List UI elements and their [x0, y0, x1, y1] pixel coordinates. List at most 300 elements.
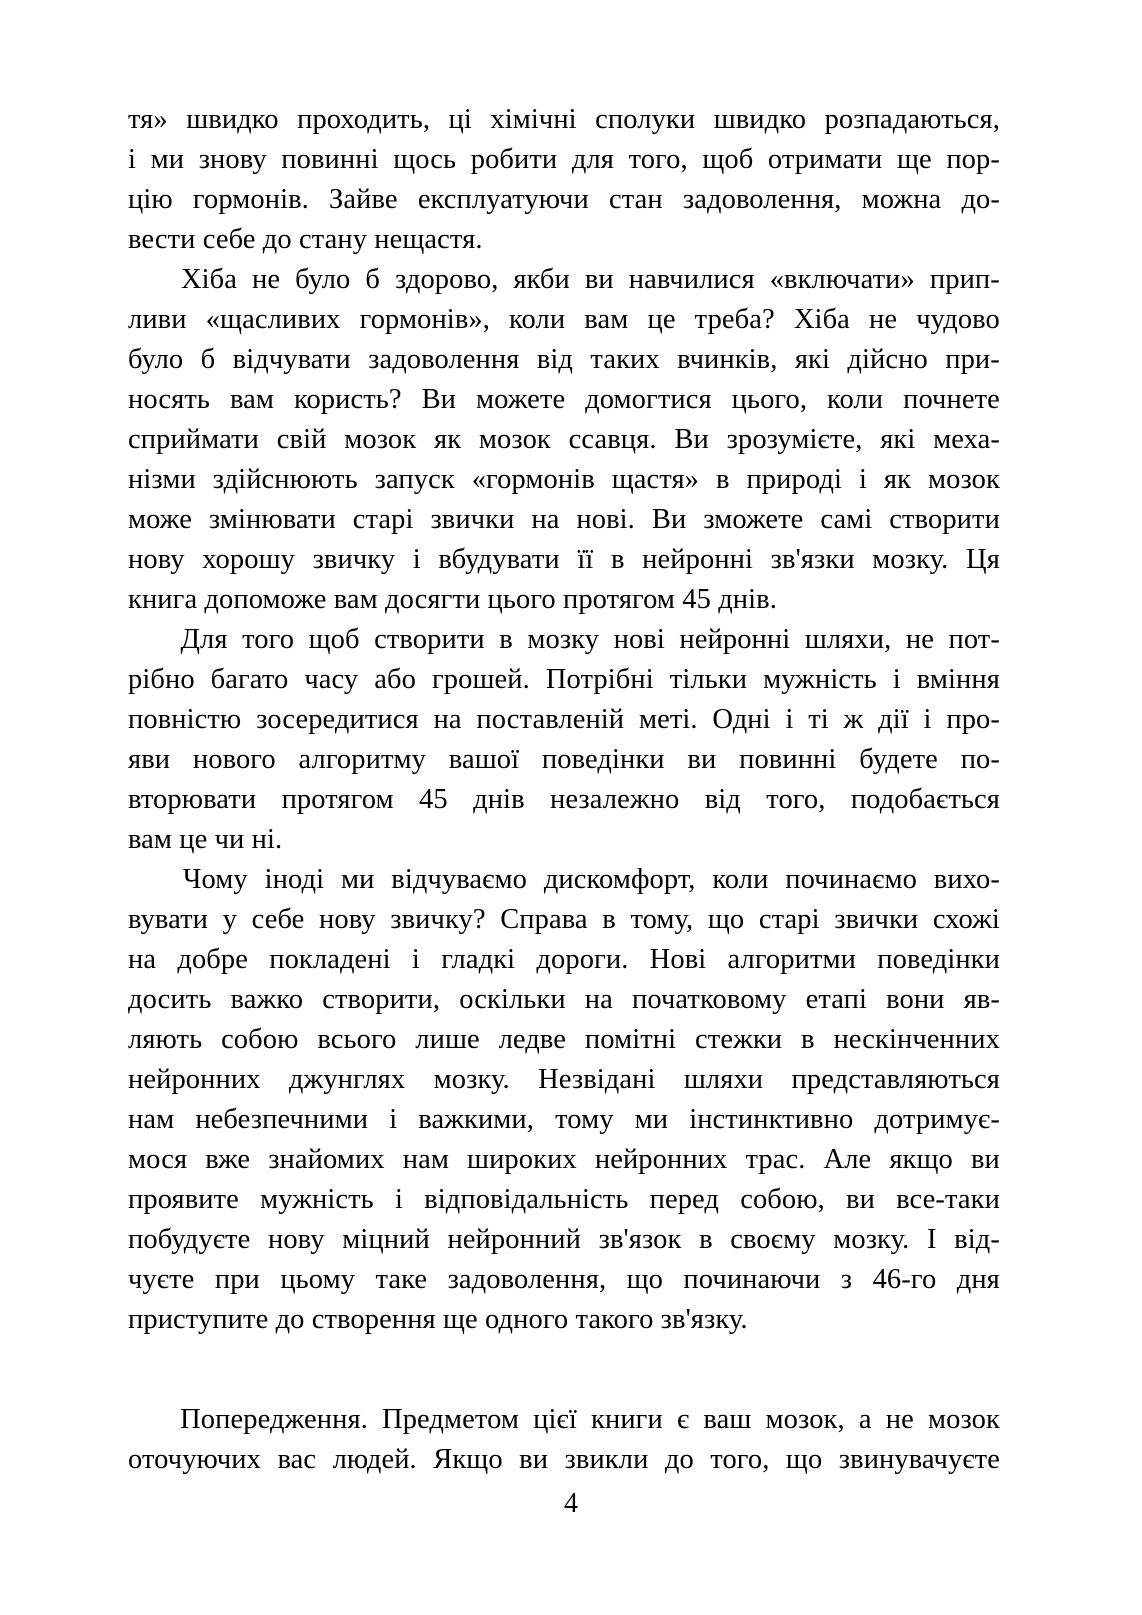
- text-line: [128, 900, 1000, 940]
- word: схожі: [932, 904, 1000, 935]
- word: нейронних: [594, 1144, 728, 1175]
- word: таке: [375, 1264, 428, 1295]
- word: в: [715, 464, 730, 495]
- word: поведінки: [541, 744, 665, 775]
- word: чудово: [916, 304, 1000, 335]
- word: ви: [970, 1144, 1000, 1175]
- line-text: книга допоможе вам досягти цього протягом 45 днів.: [128, 584, 777, 615]
- word: мозку.: [833, 1224, 910, 1255]
- word: інстинктивно: [689, 1104, 854, 1135]
- word: якщо: [889, 1144, 953, 1175]
- word: Але: [823, 1144, 872, 1175]
- word: носять: [128, 384, 211, 415]
- word: нові: [613, 624, 665, 655]
- word: домогтися: [585, 384, 712, 415]
- word: знову: [198, 144, 267, 175]
- word: ті: [808, 704, 829, 735]
- word: старі: [352, 504, 414, 535]
- word: що: [707, 904, 745, 935]
- text-line: [128, 1180, 1000, 1220]
- word: Зайве: [329, 184, 398, 215]
- word: Одні: [712, 704, 771, 735]
- word: тільки: [669, 664, 748, 695]
- word: мужність: [763, 664, 877, 695]
- text-line: [128, 820, 1000, 860]
- word: які: [794, 344, 831, 375]
- word: Ця: [966, 544, 1000, 575]
- word: швидко: [713, 104, 807, 135]
- word: проходить,: [297, 104, 431, 135]
- word: в: [801, 1024, 815, 1055]
- word: створити: [374, 624, 485, 655]
- word: пот-: [948, 624, 1000, 655]
- word: ваш: [703, 1404, 752, 1435]
- word: звичку: [312, 544, 396, 575]
- word: робити: [470, 144, 558, 175]
- word: які: [880, 424, 916, 455]
- word: поведінки: [877, 944, 1000, 975]
- word: добре: [177, 944, 248, 975]
- word: мужність: [260, 1184, 374, 1215]
- word: Предметом: [382, 1404, 520, 1435]
- word: протягом: [281, 784, 394, 815]
- word: мозку.: [433, 1064, 510, 1095]
- word: нам: [128, 1104, 175, 1135]
- paragraph-2: [128, 260, 1000, 620]
- word: нейронні: [679, 624, 791, 655]
- word: шляхи: [683, 1064, 764, 1095]
- word: грошей.: [431, 664, 530, 695]
- word: ж: [843, 704, 864, 735]
- word: іноді: [264, 864, 325, 895]
- word: етапі: [805, 984, 867, 1015]
- word: всього: [317, 1024, 397, 1055]
- word: звички: [430, 504, 515, 535]
- word: Справа: [500, 904, 588, 935]
- word: а: [858, 1404, 872, 1435]
- word: того,: [628, 144, 688, 175]
- word: гладкі: [441, 944, 516, 975]
- word: ви: [846, 1184, 875, 1215]
- line-text: вести себе до стану нещастя.: [128, 224, 483, 255]
- word: зосередитися: [256, 704, 419, 735]
- word: сполуки: [595, 104, 696, 135]
- word: і: [389, 1104, 398, 1135]
- text-line: [128, 580, 1000, 620]
- word: отримати: [767, 144, 883, 175]
- page-number: 4: [564, 1488, 578, 1519]
- word: звичку?: [390, 904, 486, 935]
- word: нейронні: [642, 544, 754, 575]
- text-line: [128, 1100, 1000, 1140]
- word: дня: [956, 1264, 1000, 1295]
- text-line: [128, 1020, 1000, 1060]
- word: мозку: [527, 624, 600, 655]
- word: що: [626, 1264, 663, 1295]
- word: щоб: [702, 144, 754, 175]
- word: алгоритми: [727, 944, 857, 975]
- word: знайомих: [268, 1144, 385, 1175]
- word: цієї: [533, 1404, 577, 1435]
- first-line-indent: [128, 620, 166, 660]
- word: почнете: [903, 384, 1000, 415]
- word: нізми: [128, 464, 196, 495]
- word: 46-го: [872, 1264, 937, 1295]
- text-line: [128, 300, 1000, 340]
- text-line: [128, 1060, 1000, 1100]
- word: важко: [230, 984, 304, 1015]
- word: старі: [758, 904, 820, 935]
- word: цію: [128, 184, 173, 215]
- word: нам: [402, 1144, 449, 1175]
- word: незалежно: [549, 784, 680, 815]
- word: мозок,: [765, 1404, 845, 1435]
- word: повинні: [739, 744, 837, 775]
- word: у: [222, 904, 237, 935]
- text-line: [128, 340, 1000, 380]
- text-line: [128, 500, 1000, 540]
- first-line-indent: [128, 860, 166, 900]
- word: вашої: [448, 744, 520, 775]
- word: нейронний: [447, 1224, 581, 1255]
- word: ці: [448, 104, 472, 135]
- word: оточуючих: [128, 1444, 261, 1475]
- text-line: [128, 780, 1000, 820]
- word: нову: [319, 904, 376, 935]
- word: розпадаються,: [824, 104, 1000, 135]
- word: коли: [509, 304, 566, 335]
- word: від-: [954, 1224, 1000, 1255]
- word: про-: [946, 704, 1000, 735]
- word: звички: [834, 904, 919, 935]
- word: самі: [820, 504, 873, 535]
- word: досить: [128, 984, 212, 1015]
- word: це: [647, 304, 676, 335]
- word: вторювати: [128, 784, 257, 815]
- word: відповідальність: [424, 1184, 629, 1215]
- word: є: [676, 1404, 690, 1435]
- word: І: [926, 1224, 937, 1255]
- word: ливи: [128, 304, 187, 335]
- word: і: [785, 704, 794, 735]
- word: ми: [634, 1104, 669, 1135]
- word: вас: [277, 1444, 317, 1475]
- word: в: [499, 624, 513, 655]
- word: при-: [945, 344, 1000, 375]
- word: навчилися: [628, 264, 755, 295]
- word: здорово,: [395, 264, 499, 295]
- word: починаємо: [785, 864, 917, 895]
- word: стежки: [695, 1024, 783, 1055]
- word: і: [858, 464, 867, 495]
- word: важкими,: [418, 1104, 535, 1135]
- word: широких: [467, 1144, 577, 1175]
- paragraph-3: [128, 620, 1000, 860]
- word: в: [699, 1224, 713, 1255]
- word: «включати»: [769, 264, 915, 295]
- word: міцний: [342, 1224, 430, 1255]
- word: «щасливих: [205, 304, 341, 335]
- word: дискомфорт,: [543, 864, 696, 895]
- word: при: [214, 1264, 260, 1295]
- word: ляють: [128, 1024, 203, 1055]
- word: і: [411, 944, 420, 975]
- word: того,: [710, 1444, 770, 1475]
- word: ледве: [498, 1024, 567, 1055]
- word: Хіба: [793, 304, 850, 335]
- word: оскільки: [459, 984, 566, 1015]
- word: швидко: [186, 104, 279, 135]
- word: нову: [267, 1224, 325, 1255]
- word: 45: [419, 784, 448, 815]
- word: можна: [861, 184, 942, 215]
- word: від: [536, 344, 574, 375]
- word: вони: [886, 984, 945, 1015]
- word: хорошу: [202, 544, 295, 575]
- word: Якщо: [433, 1444, 503, 1475]
- word: Для: [180, 624, 228, 655]
- word: таких: [590, 344, 660, 375]
- word: трас.: [745, 1144, 806, 1175]
- text-line: [128, 1260, 1000, 1300]
- word: ви: [687, 744, 717, 775]
- word: хімічні: [490, 104, 577, 135]
- word: алгоритму: [298, 744, 426, 775]
- word: не: [885, 1404, 914, 1435]
- word: щастя»: [611, 464, 700, 495]
- word: вбудувати: [438, 544, 560, 575]
- word: ми: [340, 864, 375, 895]
- word: пор-: [946, 144, 1000, 175]
- paragraph-1: [128, 100, 1000, 260]
- word: гормонів.: [192, 184, 309, 215]
- word: стан: [608, 184, 663, 215]
- word: задоволення,: [447, 1264, 607, 1295]
- word: мозок: [927, 1404, 1000, 1435]
- word: і: [128, 144, 137, 175]
- word: вже: [205, 1144, 251, 1175]
- word: тому: [555, 1104, 614, 1135]
- word: вувати: [128, 904, 209, 935]
- word: шляхи,: [804, 624, 892, 655]
- word: на: [584, 984, 613, 1015]
- word: все-таки: [896, 1184, 1000, 1215]
- text-line: [128, 260, 1000, 300]
- word: створити,: [322, 984, 441, 1015]
- word: Нові: [649, 944, 707, 975]
- word: часу: [304, 664, 359, 695]
- text-line: [128, 1140, 1000, 1180]
- word: вміння: [916, 664, 1000, 695]
- word: нейронних: [128, 1064, 261, 1095]
- word: коли: [712, 864, 769, 895]
- word: того,: [766, 784, 826, 815]
- word: джунглях: [288, 1064, 406, 1095]
- text-line: [128, 140, 1000, 180]
- word: повністю: [128, 704, 242, 735]
- word: того: [242, 624, 295, 655]
- word: в: [611, 544, 625, 575]
- word: було: [128, 344, 184, 375]
- word: може: [128, 504, 192, 535]
- word: Попередження.: [180, 1404, 368, 1435]
- first-line-indent: [128, 260, 166, 300]
- text-line: [128, 380, 1000, 420]
- page-text-block: [128, 100, 1000, 1480]
- word: на: [128, 944, 157, 975]
- word: для: [571, 144, 614, 175]
- word: дороги.: [536, 944, 629, 975]
- word: ви: [584, 264, 614, 295]
- word: якби: [513, 264, 570, 295]
- word: яви: [128, 744, 171, 775]
- word: не: [905, 624, 934, 655]
- word: в: [602, 904, 616, 935]
- word: книги: [591, 1404, 663, 1435]
- text-line: [128, 660, 1000, 700]
- word: Потрібні: [545, 664, 654, 695]
- word: мозку.: [872, 544, 949, 575]
- word: мозок: [344, 424, 417, 455]
- line-text: приступите до створення ще одного такого зв'язку.: [128, 1304, 748, 1335]
- word: меті.: [638, 704, 698, 735]
- word: щоб: [308, 624, 360, 655]
- word: цьому: [280, 1264, 356, 1295]
- word: дотримує-: [874, 1104, 1000, 1135]
- word: поставленій: [476, 704, 625, 735]
- word: що: [785, 1444, 823, 1475]
- text-line: [128, 460, 1000, 500]
- word: нового: [192, 744, 276, 775]
- word: відчувати: [232, 344, 351, 375]
- word: зв'язки: [770, 544, 855, 575]
- word: здійснюють: [212, 464, 358, 495]
- word: природі: [746, 464, 843, 495]
- word: Ви: [674, 424, 709, 455]
- word: днів: [473, 784, 525, 815]
- word: своєму: [730, 1224, 816, 1255]
- word: повинні: [281, 144, 379, 175]
- word: до-: [961, 184, 1000, 215]
- word: Ви: [421, 384, 457, 415]
- word: будете: [859, 744, 938, 775]
- word: Незвідані: [538, 1064, 656, 1095]
- text-line: [128, 100, 1000, 140]
- word: коли: [827, 384, 884, 415]
- word: ви: [519, 1444, 549, 1475]
- word: треба?: [694, 304, 775, 335]
- word: на: [433, 704, 462, 735]
- word: дійсно: [847, 344, 928, 375]
- word: перед: [649, 1184, 720, 1215]
- word: Хіба: [180, 264, 238, 295]
- word: від: [704, 784, 741, 815]
- word: на: [531, 504, 560, 535]
- word: вихо-: [933, 864, 1000, 895]
- word: представляються: [791, 1064, 1000, 1095]
- word: змінювати: [208, 504, 336, 535]
- word: тя»: [128, 104, 168, 135]
- word: ссавця.: [568, 424, 657, 455]
- word: лише: [415, 1024, 480, 1055]
- paragraph-4: [128, 860, 1000, 1340]
- word: мозок: [927, 464, 1000, 495]
- word: звикли: [564, 1444, 649, 1475]
- word: було: [295, 264, 351, 295]
- word: зможете: [703, 504, 804, 535]
- text-line: [128, 620, 1000, 660]
- word: яв-: [963, 984, 1000, 1015]
- text-line: [128, 220, 1000, 260]
- word: людей.: [332, 1444, 417, 1475]
- word: б: [365, 264, 381, 295]
- word: помітні: [584, 1024, 677, 1055]
- word: собою: [221, 1024, 299, 1055]
- word: багато: [210, 664, 289, 695]
- word: запуск: [374, 464, 455, 495]
- word: з: [840, 1264, 853, 1295]
- word: вчинків,: [677, 344, 778, 375]
- word: мося: [128, 1144, 188, 1175]
- word: вам: [229, 384, 275, 415]
- word: як: [883, 464, 912, 495]
- text-line: [128, 1400, 1000, 1440]
- word: щось: [393, 144, 457, 175]
- word: експлуатуючи: [417, 184, 589, 215]
- word: початковому: [632, 984, 787, 1015]
- text-line: [128, 740, 1000, 780]
- text-line: [128, 1300, 1000, 1340]
- word: гормонів»,: [359, 304, 490, 335]
- word: починаючи: [683, 1264, 821, 1295]
- word: як: [433, 424, 462, 455]
- word: можете: [475, 384, 566, 415]
- word: задоволення: [368, 344, 520, 375]
- word: і: [892, 664, 901, 695]
- text-line: [128, 540, 1000, 580]
- word: собою,: [740, 1184, 825, 1215]
- word: небезпечними: [195, 1104, 369, 1135]
- word: до: [664, 1444, 694, 1475]
- word: дії: [878, 704, 909, 735]
- word: зв'язок: [598, 1224, 682, 1255]
- word: себе: [251, 904, 305, 935]
- word: прип-: [929, 264, 1000, 295]
- text-line: [128, 420, 1000, 460]
- word: меха-: [933, 424, 1000, 455]
- word: ми: [150, 144, 185, 175]
- word: проявите: [128, 1184, 239, 1215]
- word: і: [412, 544, 421, 575]
- word: рібно: [128, 664, 195, 695]
- word: чуєте: [128, 1264, 195, 1295]
- word: і: [394, 1184, 403, 1215]
- word: зрозумієте,: [726, 424, 863, 455]
- first-line-indent: [128, 1400, 166, 1440]
- text-line: [128, 860, 1000, 900]
- word: мозок: [478, 424, 551, 455]
- word: подобається: [850, 784, 1000, 815]
- paragraph-5: [128, 1400, 1000, 1480]
- word: і: [923, 704, 932, 735]
- text-line: [128, 980, 1000, 1020]
- text-line: [128, 940, 1000, 980]
- word: «гормонів: [471, 464, 595, 495]
- word: цього,: [731, 384, 808, 415]
- word: нову: [128, 544, 185, 575]
- text-line: [128, 180, 1000, 220]
- text-line: [128, 1220, 1000, 1260]
